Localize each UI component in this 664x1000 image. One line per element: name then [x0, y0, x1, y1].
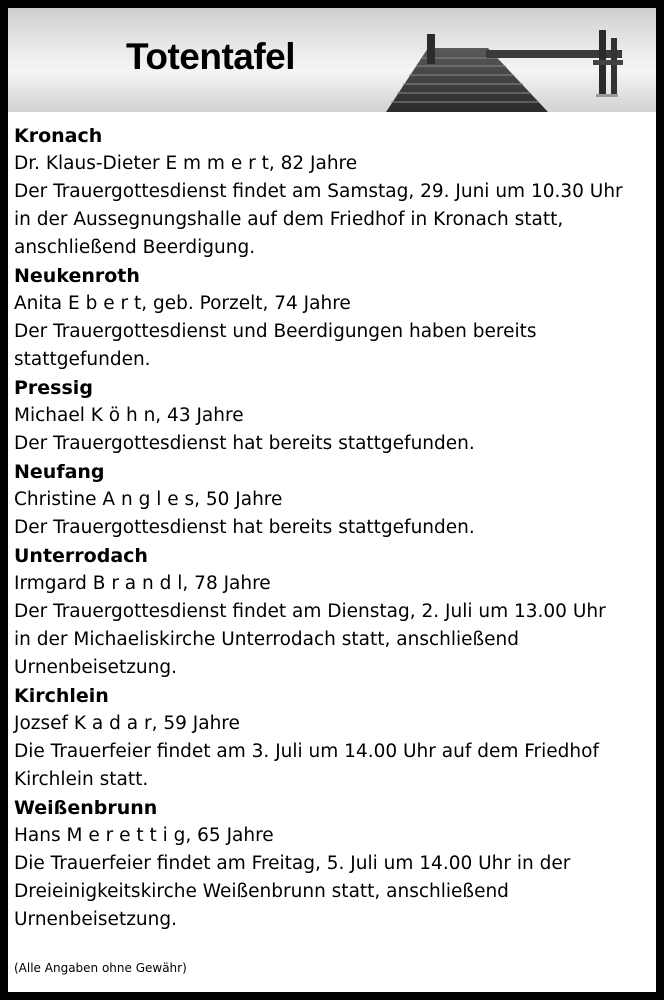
first-name: Jozsef — [14, 713, 74, 734]
first-name: Hans — [14, 825, 67, 846]
deceased-name-line — [14, 402, 650, 430]
obituary-entry — [14, 262, 650, 374]
service-info-line: Urnenbeisetzung. — [14, 657, 177, 678]
obituary-entry — [14, 122, 650, 262]
page-title: Totentafel — [126, 36, 296, 77]
surname: M e r e t t i g — [66, 825, 186, 846]
obituary-list — [8, 112, 656, 934]
surname: K ö h n — [90, 405, 156, 426]
service-info-line: in der Aussegnungshalle auf dem Friedhof in Kronach statt, — [14, 209, 564, 230]
age-info: , geb. Porzelt, 74 Jahre — [141, 293, 351, 314]
surname: E m m e r t — [165, 153, 269, 174]
service-info-line: Kirchlein statt. — [14, 769, 149, 790]
age-info: , 50 Jahre — [194, 489, 283, 510]
obituary-board — [8, 8, 656, 992]
first-name: Christine — [14, 489, 103, 510]
surname: K a d a r — [73, 713, 152, 734]
place-heading: Kronach — [14, 125, 103, 147]
age-info: , 43 Jahre — [155, 405, 244, 426]
service-info-line: Urnenbeisetzung. — [14, 909, 177, 930]
service-info-line: in der Michaeliskirche Unterrodach statt, anschließend — [14, 629, 520, 650]
pier-image — [8, 8, 656, 112]
obituary-entry — [14, 542, 650, 682]
place-heading: Unterrodach — [14, 545, 148, 567]
surname: B r a n d l — [92, 573, 183, 594]
age-info: , 78 Jahre — [182, 573, 271, 594]
service-info-line: Der Trauergottesdienst und Beerdigungen haben bereits — [14, 321, 537, 342]
place-heading: Pressig — [14, 377, 93, 399]
service-info-line: stattgefunden. — [14, 349, 151, 370]
first-name: Dr. Klaus-Dieter — [14, 153, 166, 174]
place-heading: Weißenbrunn — [14, 797, 158, 819]
obituary-entry — [14, 458, 650, 542]
place-heading: Neufang — [14, 461, 105, 483]
service-info-line: Der Trauergottesdienst findet am Dienstag, 2. Juli um 13.00 Uhr — [14, 601, 606, 622]
service-info-line: Der Trauergottesdienst hat bereits stattgefunden. — [14, 517, 475, 538]
deceased-name-line — [14, 570, 650, 598]
first-name: Irmgard — [14, 573, 93, 594]
deceased-name-line — [14, 486, 650, 514]
obituary-entry — [14, 794, 650, 934]
place-heading: Neukenroth — [14, 265, 140, 287]
service-info-line: Der Trauergottesdienst findet am Samstag, 29. Juni um 10.30 Uhr — [14, 181, 623, 202]
deceased-name-line — [14, 290, 650, 318]
age-info: , 65 Jahre — [185, 825, 274, 846]
obituary-entry — [14, 374, 650, 458]
deceased-name-line — [14, 150, 650, 178]
age-info: , 82 Jahre — [268, 153, 358, 174]
header-banner — [8, 8, 656, 112]
place-heading: Kirchlein — [14, 685, 109, 707]
service-info-line: Dreieinigkeitskirche Weißenbrunn statt, anschließend — [14, 881, 509, 902]
obituary-entry — [14, 682, 650, 794]
first-name: Michael — [14, 405, 91, 426]
surname: A n g l e s — [102, 489, 195, 510]
disclaimer: (Alle Angaben ohne Gewähr) — [14, 961, 187, 975]
surname: E b e r t — [68, 293, 142, 314]
deceased-name-line — [14, 710, 650, 738]
deceased-name-line — [14, 822, 650, 850]
service-info-line: anschließend Beerdigung. — [14, 237, 256, 258]
service-info-line: Der Trauergottesdienst hat bereits stattgefunden. — [14, 433, 475, 454]
first-name: Anita — [14, 293, 68, 314]
age-info: , 59 Jahre — [151, 713, 240, 734]
service-info-line: Die Trauerfeier findet am Freitag, 5. Juli um 14.00 Uhr in der — [14, 853, 571, 874]
service-info-line: Die Trauerfeier findet am 3. Juli um 14.00 Uhr auf dem Friedhof — [14, 741, 599, 762]
